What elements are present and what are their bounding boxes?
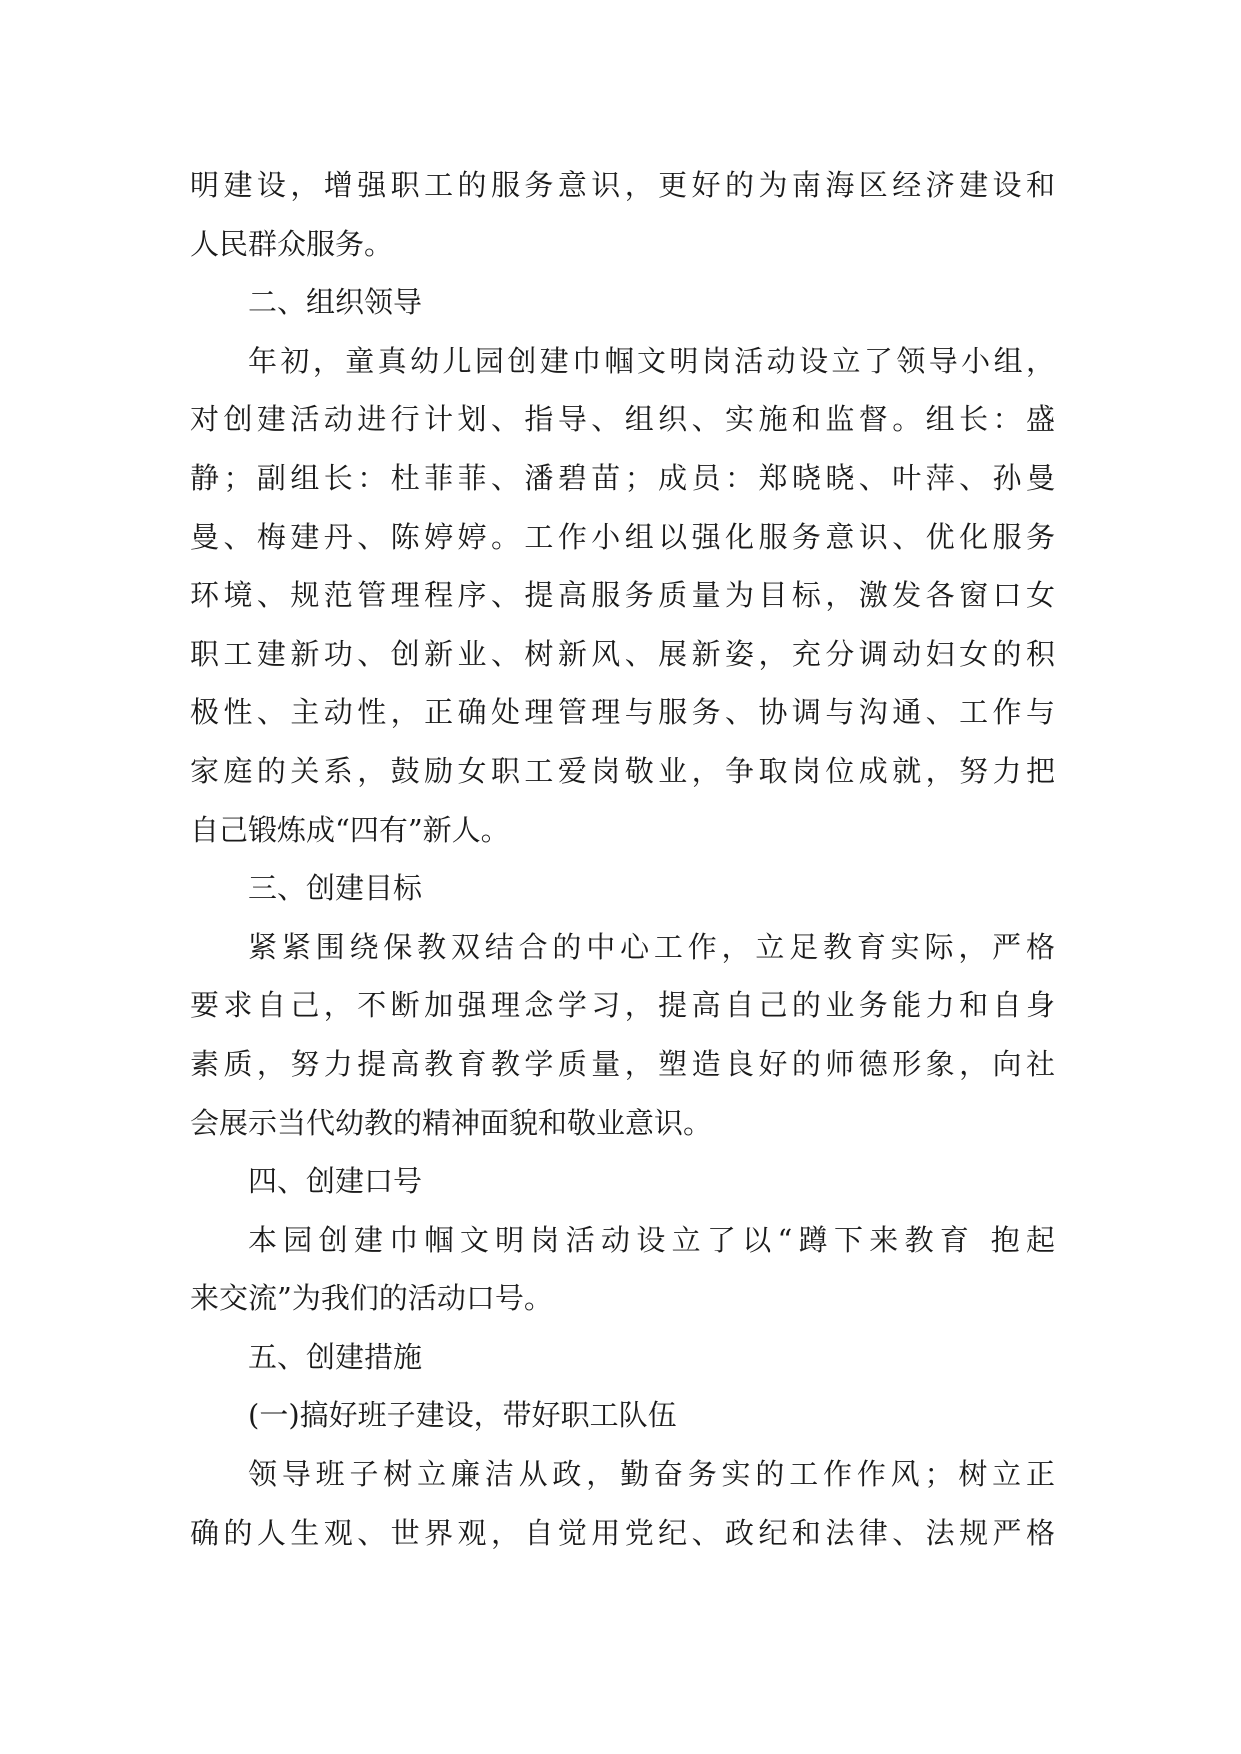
paragraph-line: 职工建新功、创新业、树新风、展新姿，充分调动妇女的积: [190, 636, 1055, 671]
section-heading: 三、创建目标: [248, 871, 423, 906]
paragraph-line: 环境、规范管理程序、提高服务质量为目标，激发各窗口女: [190, 578, 1055, 613]
paragraph-line: 明建设，增强职工的服务意识，更好的为南海区经济建设和: [190, 168, 1055, 202]
paragraph-line: 年初，童真幼儿园创建巾帼文明岗活动设立了领导小组，: [248, 343, 1055, 378]
paragraph-line: 静；副组长：杜菲菲、潘碧苗；成员：郑晓晓、叶萍、孙曼: [190, 460, 1055, 495]
paragraph-line: 对创建活动进行计划、指导、组织、实施和监督。组长：盛: [190, 402, 1055, 437]
paragraph-line: 极性、主动性，正确处理管理与服务、协调与沟通、工作与: [190, 695, 1055, 730]
section-heading: 四、创建口号: [248, 1164, 423, 1199]
paragraph-line: 家庭的关系，鼓励女职工爱岗敬业，争取岗位成就，努力把: [190, 753, 1055, 788]
section-heading: 五、创建措施: [248, 1339, 423, 1374]
paragraph-line: 紧紧围绕保教双结合的中心工作，立足教育实际，严格: [248, 929, 1055, 964]
paragraph-line: 自己锻炼成“四有”新人。: [190, 812, 510, 847]
paragraph-line: 要求自己，不断加强理念学习，提高自己的业务能力和自身: [190, 988, 1055, 1023]
subsection-heading: (一)搞好班子建设，带好职工队伍: [248, 1398, 677, 1433]
paragraph-line: 领导班子树立廉洁从政，勤奋务实的工作作风；树立正: [248, 1457, 1055, 1492]
paragraph-line: 素质，努力提高教育教学质量，塑造良好的师德形象，向社: [190, 1046, 1055, 1081]
paragraph-line: 本园创建巾帼文明岗活动设立了以“蹲下来教育 抱起: [248, 1222, 1055, 1257]
section-heading: 二、组织领导: [248, 285, 423, 320]
paragraph-line: 确的人生观、世界观，自觉用党纪、政纪和法律、法规严格: [190, 1515, 1055, 1550]
paragraph-line: 会展示当代幼教的精神面貌和敬业意识。: [190, 1105, 713, 1140]
paragraph-line: 来交流”为我们的活动口号。: [190, 1281, 553, 1316]
paragraph-line: 人民群众服务。: [190, 226, 394, 261]
document-body: [190, 156, 1055, 1562]
paragraph-line: 曼、梅建丹、陈婷婷。工作小组以强化服务意识、优化服务: [190, 519, 1055, 554]
